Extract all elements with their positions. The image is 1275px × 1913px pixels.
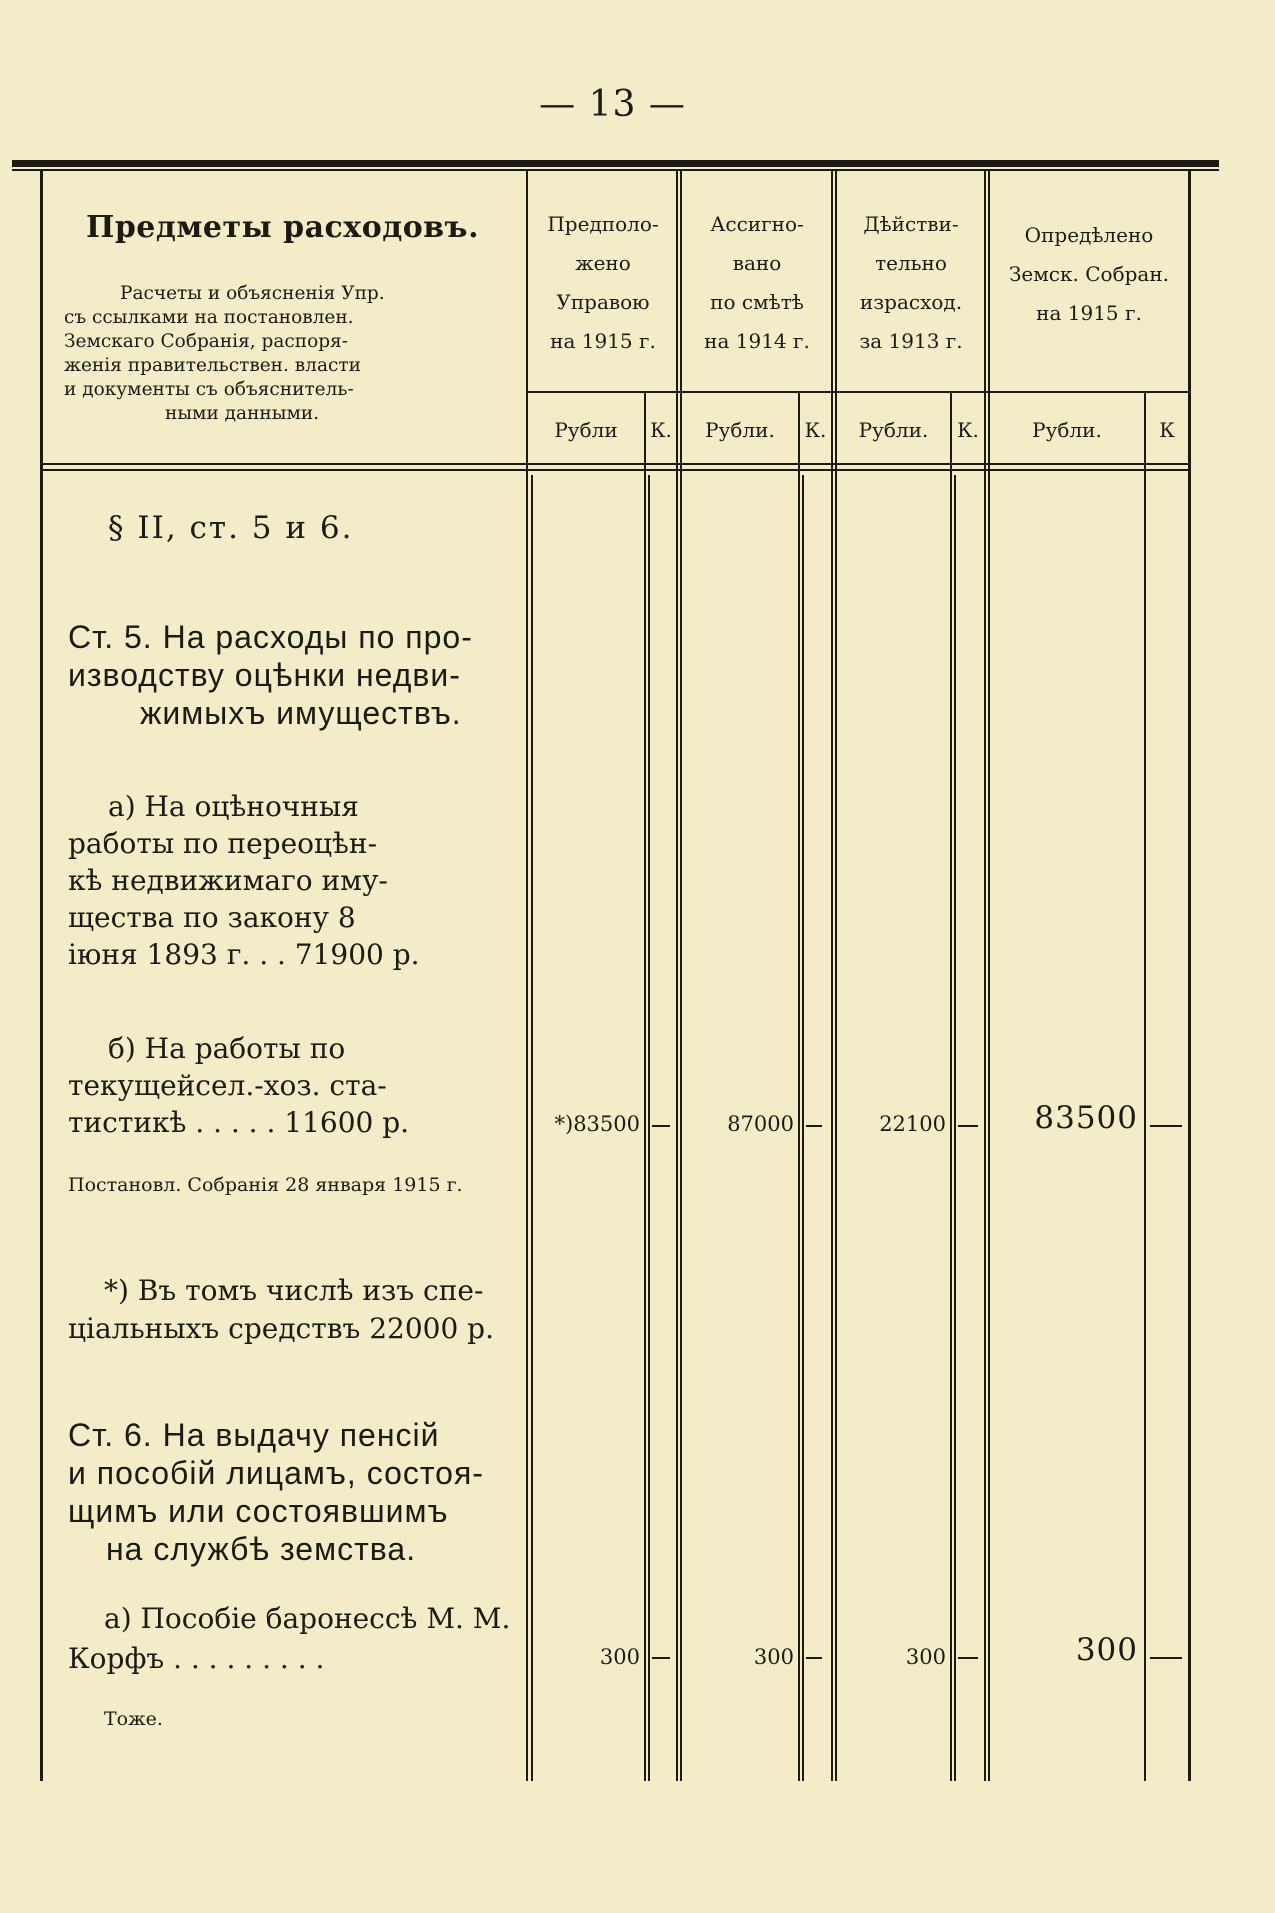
footnote-line-2: ціальныхъ средствъ 22000 р. xyxy=(68,1312,495,1345)
unit-kop-4: К xyxy=(1159,418,1175,442)
item-a-line-2: работы по переоцѣн- xyxy=(68,827,378,860)
row1-assigned: 87000 xyxy=(727,1112,794,1136)
item-b-line-2: текущейсел.-хоз. ста- xyxy=(68,1069,387,1102)
top-rule-thin xyxy=(12,169,1219,171)
col-sep-1 xyxy=(526,171,528,1781)
article-5-line-2: изводству оцѣнки недви- xyxy=(68,657,461,693)
col-sep-2 xyxy=(676,171,678,1781)
article-5-line-3: жимыхъ имуществъ. xyxy=(140,695,462,731)
unit-kop-1: К. xyxy=(650,418,672,442)
header-title: Предметы расходовъ. xyxy=(85,210,480,245)
unit-rubles-3: Рубли. xyxy=(858,418,929,442)
footnote-line-1: *) Въ томъ числѣ изъ спе- xyxy=(104,1274,484,1307)
header-sub-rule xyxy=(526,391,1188,393)
article-6-line-1: Ст. 6. На выдачу пенсій xyxy=(68,1417,440,1453)
kop-sep-2b xyxy=(802,475,804,1781)
item-a-line-5: іюня 1893 г. . . 71900 р. xyxy=(68,938,420,971)
item-a-line-4: щества по закону 8 xyxy=(68,901,356,934)
unit-rubles-2: Рубли. xyxy=(705,418,775,442)
kop-sep-3b xyxy=(954,475,956,1781)
header-description: Расчеты и объясненія Упр. съ ссылками на постановлен. Земскаго Собранія, распоря- женія правительствен. власти и документы съ объяснитель- ными данными. xyxy=(64,283,385,424)
page-number: — 13 — xyxy=(539,84,686,125)
header-bottom-rule xyxy=(40,463,1190,465)
kop-sep-2 xyxy=(798,392,800,1781)
unit-rubles-1: Рубли xyxy=(554,418,618,442)
row1-spent-kop xyxy=(958,1125,978,1127)
item-a-line-1: а) На оцѣночныя xyxy=(108,790,359,823)
row1-spent: 22100 xyxy=(879,1112,946,1136)
col-sep-2b xyxy=(680,171,682,1781)
row1-proposed-kop xyxy=(652,1125,670,1127)
unit-kop-2: К. xyxy=(804,418,827,442)
item-b-line-1: б) На работы по xyxy=(108,1032,346,1065)
col-header-assigned: Ассигно- вано по смѣтѣ на 1914 г. xyxy=(704,212,810,353)
article-6-line-2: и пособій лицамъ, состоя- xyxy=(68,1455,484,1491)
kop-sep-4 xyxy=(1144,392,1146,1781)
unit-kop-3: К. xyxy=(957,418,979,442)
col-sep-4 xyxy=(984,171,986,1781)
kop-sep-1b xyxy=(648,475,650,1781)
item-a6-line-2: Корфъ . . . . . . . . . xyxy=(68,1642,325,1675)
row2-proposed-kop xyxy=(652,1657,670,1659)
same-note: Тоже. xyxy=(104,1708,163,1730)
col-header-determined: Опредѣлено Земск. Собран. на 1915 г. xyxy=(1008,223,1170,325)
kop-sep-3 xyxy=(950,392,952,1781)
row1-proposed: *)83500 xyxy=(554,1112,640,1136)
col-sep-4b xyxy=(988,171,990,1781)
item-a6-line-1: а) Пособіе баронессѣ М. М. xyxy=(104,1602,511,1635)
row2-assigned: 300 xyxy=(753,1645,794,1669)
col-sep-3 xyxy=(831,171,833,1781)
row2-determined-kop xyxy=(1150,1657,1182,1659)
item-a-line-3: кѣ недвижимаго иму- xyxy=(68,864,388,897)
row2-spent: 300 xyxy=(905,1645,946,1669)
item-b-line-3: тистикѣ . . . . . 11600 р. xyxy=(68,1106,410,1139)
section-heading: § II, ст. 5 и 6. xyxy=(108,510,354,546)
row1-determined: 83500 xyxy=(1034,1100,1138,1136)
unit-rubles-4: Рубли. xyxy=(1032,418,1102,442)
resolution-note: Постановл. Собранія 28 января 1915 г. xyxy=(68,1174,463,1196)
col-header-proposed: Предполо- жено Управою на 1915 г. xyxy=(547,212,659,353)
article-6-line-4: на службѣ земства. xyxy=(106,1531,417,1567)
article-5-line-1: Ст. 5. На расходы по про- xyxy=(68,619,473,655)
col-sep-3b xyxy=(835,171,837,1781)
table-left-border xyxy=(40,171,43,1781)
row2-determined: 300 xyxy=(1075,1632,1138,1668)
row2-assigned-kop xyxy=(806,1657,822,1659)
article-6-line-3: щимъ или состоявшимъ xyxy=(68,1493,449,1529)
table-right-border xyxy=(1188,171,1191,1781)
col-header-spent: Дѣйстви- тельно израсход. за 1913 г. xyxy=(859,212,963,353)
row2-spent-kop xyxy=(958,1657,978,1659)
row2-proposed: 300 xyxy=(599,1645,640,1669)
header-bottom-rule-2 xyxy=(40,469,1190,471)
row1-assigned-kop xyxy=(806,1125,822,1127)
row1-determined-kop xyxy=(1150,1125,1182,1127)
top-rule xyxy=(12,160,1219,167)
kop-sep-1 xyxy=(644,392,646,1781)
